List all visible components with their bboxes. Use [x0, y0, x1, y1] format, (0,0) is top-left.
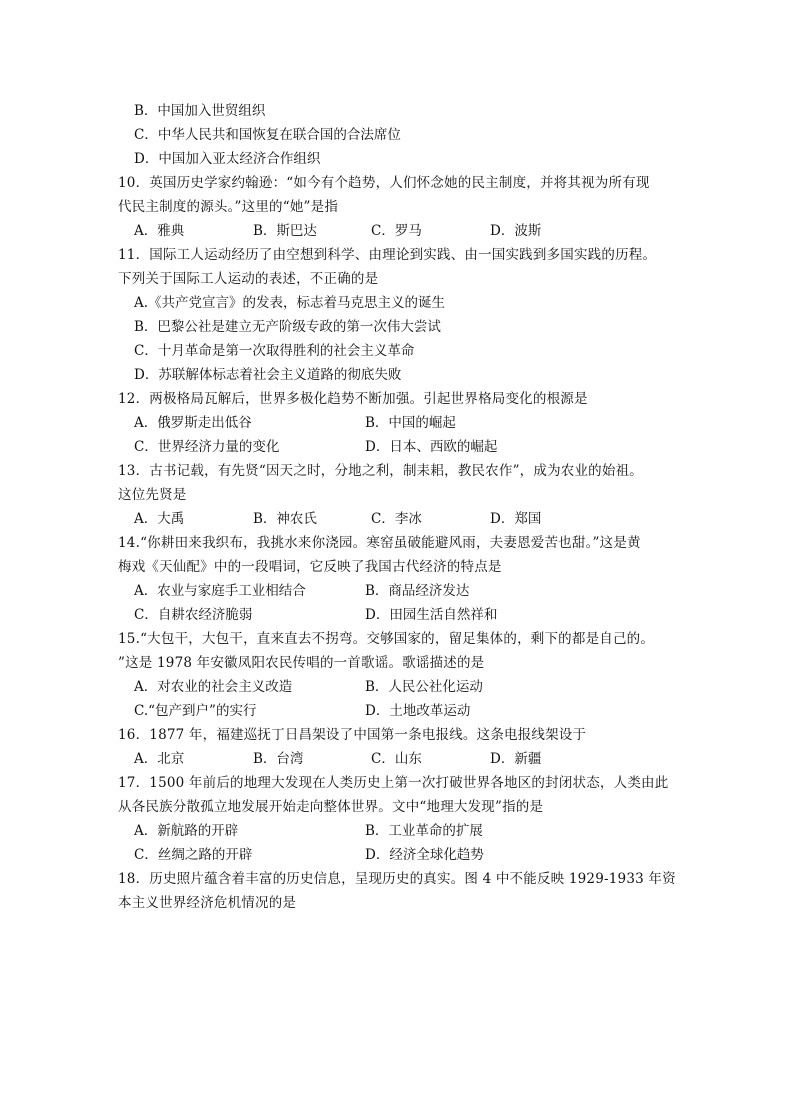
q13-stem-line2: 这位先贤是 — [118, 487, 187, 503]
q10-option-c: C．罗马 — [371, 223, 422, 239]
q12-option-d: D．日本、西欧的崛起 — [365, 439, 498, 455]
q18-stem-line1: 18．历史照片蕴含着丰富的历史信息，呈现历史的真实。图 4 中不能反映 1929-1933 年资 — [118, 871, 676, 887]
q11-option-a: A.《共产党宣言》的发表，标志着马克思主义的诞生 — [134, 295, 446, 311]
q17-stem-line2: 从各民族分散孤立地发展开始走向整体世界。文中“地理大发现”指的是 — [118, 799, 544, 815]
q13-stem-line1: 13．古书记载，有先贤“因天之时，分地之利，制耒耜，教民农作”，成为农业的始祖。 — [118, 463, 643, 479]
q9-option-b: B．中国加入世贸组织 — [134, 103, 266, 119]
q16-option-b: B．台湾 — [253, 751, 304, 767]
q14-option-a: A．农业与家庭手工业相结合 — [134, 583, 306, 599]
q14-stem-line1: 14.“你耕田来我织布，我挑水来你浇园。寒窑虽破能避风雨，夫妻恩爱苦也甜。”这是黄 — [118, 535, 641, 551]
q9-option-c: C．中华人民共和国恢复在联合国的合法席位 — [134, 127, 401, 143]
q13-option-b: B．神农氏 — [253, 511, 317, 527]
q11-stem-line1: 11．国际工人运动经历了由空想到科学、由理论到实践、由一国实践到多国实践的历程。 — [118, 247, 657, 263]
q11-option-d: D．苏联解体标志着社会主义道路的彻底失败 — [134, 367, 402, 383]
q14-option-b: B．商品经济发达 — [365, 583, 470, 599]
q14-stem-line2: 梅戏《天仙配》中的一段唱词，它反映了我国古代经济的特点是 — [118, 559, 502, 575]
q17-option-d: D．经济全球化趋势 — [365, 847, 484, 863]
q13-option-a: A．大禹 — [134, 511, 185, 527]
q17-option-c: C．丝绸之路的开辟 — [134, 847, 253, 863]
q10-stem-line1: 10．英国历史学家约翰逊：“如今有个趋势，人们怀念她的民主制度，并将其视为所有现 — [118, 175, 650, 191]
q17-option-a: A．新航路的开辟 — [134, 823, 239, 839]
q17-stem-line1: 17．1500 年前后的地理大发现在人类历史上第一次打破世界各地区的封闭状态，人类由此 — [118, 775, 669, 791]
q14-option-c: C．自耕农经济脆弱 — [134, 607, 253, 623]
q12-option-c: C．世界经济力量的变化 — [134, 439, 280, 455]
q13-option-d: D．郑国 — [490, 511, 542, 527]
q16-option-a: A．北京 — [134, 751, 185, 767]
q15-option-c: C.“包产到户”的实行 — [134, 703, 257, 719]
q11-option-b: B．巴黎公社是建立无产阶级专政的第一次伟大尝试 — [134, 319, 441, 335]
q16-option-d: D．新疆 — [490, 751, 542, 767]
q15-option-a: A．对农业的社会主义改造 — [134, 679, 293, 695]
q12-option-a: A．俄罗斯走出低谷 — [134, 415, 252, 431]
q10-stem-line2: 代民主制度的源头。”这里的“她”是指 — [118, 199, 339, 215]
q15-option-b: B．人民公社化运动 — [365, 679, 483, 695]
q12-option-b: B．中国的崛起 — [365, 415, 456, 431]
q15-stem-line2: ”这是 1978 年安徽凤阳农民传唱的一首歌谣。歌谣描述的是 — [118, 655, 485, 671]
q14-option-d: D．田园生活自然祥和 — [365, 607, 498, 623]
q16-stem-line1: 16．1877 年，福建巡抚丁日昌架设了中国第一条电报线。这条电报线架设于 — [118, 727, 587, 743]
q15-option-d: D．土地改革运动 — [365, 703, 471, 719]
q15-stem-line1: 15.“大包干，大包干，直来直去不拐弯。交够国家的，留足集体的，剩下的都是自己的。 — [118, 631, 655, 647]
q10-option-b: B．斯巴达 — [253, 223, 317, 239]
q9-option-d: D．中国加入亚太经济合作组织 — [134, 151, 321, 167]
q10-option-a: A．雅典 — [134, 223, 185, 239]
q10-option-d: D．波斯 — [490, 223, 542, 239]
q12-stem-line1: 12．两极格局瓦解后，世界多极化趋势不断加强。引起世界格局变化的根源是 — [118, 391, 588, 407]
q13-option-c: C．李冰 — [371, 511, 422, 527]
q11-option-c: C．十月革命是第一次取得胜利的社会主义革命 — [134, 343, 415, 359]
q18-stem-line2: 本主义世界经济危机情况的是 — [118, 895, 297, 911]
q16-option-c: C．山东 — [371, 751, 422, 767]
q17-option-b: B．工业革命的扩展 — [365, 823, 483, 839]
q11-stem-line2: 下列关于国际工人运动的表述，不正确的是 — [118, 271, 379, 287]
